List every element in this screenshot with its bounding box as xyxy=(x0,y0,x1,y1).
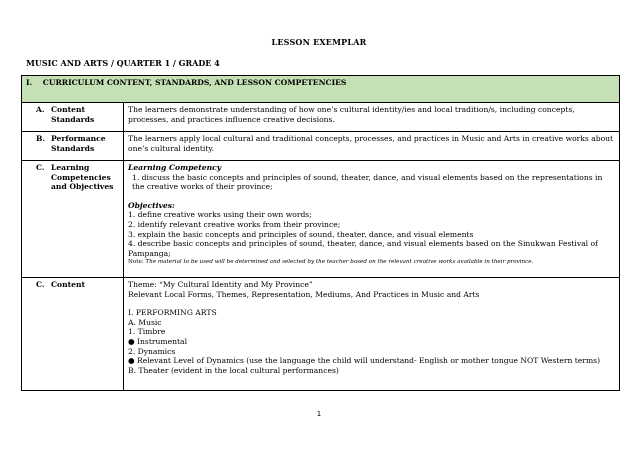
row-label xyxy=(22,132,124,161)
objective-item: 2. identify relevant creative works from their province; xyxy=(128,219,341,229)
competencies-cell xyxy=(124,161,620,278)
row-label-text: Content xyxy=(51,280,85,289)
section-header xyxy=(22,76,620,103)
objectives-heading: Objectives: xyxy=(128,200,175,210)
curriculum-table xyxy=(21,75,620,391)
competency-heading: Learning Competency xyxy=(128,163,222,172)
subject-line: MUSIC AND ARTS / QUARTER 1 / GRADE 4 xyxy=(26,58,220,68)
performance-standards-text: The learners apply local cultural and traditional concepts, processes, and practices in Music and Arts in creative works about one’s cultural identity. xyxy=(124,132,620,161)
content-standards-text: The learners demonstrate understanding of how one’s cultural identity/ies and local tradition/s, including concepts, processes, and practices influence creative decisions. xyxy=(124,103,620,132)
section-header-row xyxy=(22,76,620,103)
table-row xyxy=(22,161,620,278)
content-line: I. PERFORMING ARTS xyxy=(128,308,217,318)
content-line: ● Instrumental xyxy=(128,336,187,346)
content-line: 2. Dynamics xyxy=(128,346,176,356)
objective-item: 1. define creative works using their own words; xyxy=(128,210,312,220)
objective-item: 3. explain the basic concepts and principles of sound, theater, dance, and visual elements xyxy=(128,229,474,239)
note-label: Note: xyxy=(128,259,144,266)
section-number: I. xyxy=(26,78,33,87)
row-letter: C. xyxy=(36,163,45,172)
content-line: 1. Timbre xyxy=(128,327,166,337)
content-line: ● Relevant Level of Dynamics (use the language the child will understand- English or mother tongue NOT Western terms) xyxy=(128,356,601,366)
content-relevant: Relevant Local Forms, Themes, Representation, Mediums, And Practices in Music and Arts xyxy=(128,289,480,299)
table-row xyxy=(22,132,620,161)
row-letter: C. xyxy=(36,280,45,289)
table-row xyxy=(22,103,620,132)
content-line: B. Theater (evident in the local cultural performances) xyxy=(128,365,339,375)
document-title: LESSON EXEMPLAR xyxy=(271,37,367,47)
content-cell xyxy=(124,278,620,391)
row-label xyxy=(22,278,124,391)
row-label-text: Content Standards xyxy=(51,105,95,124)
row-label xyxy=(22,161,124,278)
note-text: The material to be used will be determined and selected by the teacher based on the relevant creative works available in their province. xyxy=(145,259,534,266)
section-title: CURRICULUM CONTENT, STANDARDS, AND LESSON COMPETENCIES xyxy=(42,78,347,87)
row-letter: A. xyxy=(36,105,45,114)
row-label-text: Learning Competencies and Objectives xyxy=(51,163,114,192)
content-line: A. Music xyxy=(128,317,162,327)
content-theme: Theme: “My Cultural Identity and My Province” xyxy=(128,280,313,289)
row-label xyxy=(22,103,124,132)
teacher-note xyxy=(128,258,615,266)
row-label-text: Performance Standards xyxy=(51,134,106,153)
table-row xyxy=(22,278,620,391)
page-number: 1 xyxy=(316,410,322,418)
objective-item: 4. describe basic concepts and principles of sound, theater, dance, and visual elements based on the Sinukwan Festival of Pampanga; xyxy=(128,239,598,258)
competency-item: 1. discuss the basic concepts and principles of sound, theater, dance, and visual elements based on the representations in the creative works of their province; xyxy=(132,172,603,192)
row-letter: B. xyxy=(36,134,46,143)
